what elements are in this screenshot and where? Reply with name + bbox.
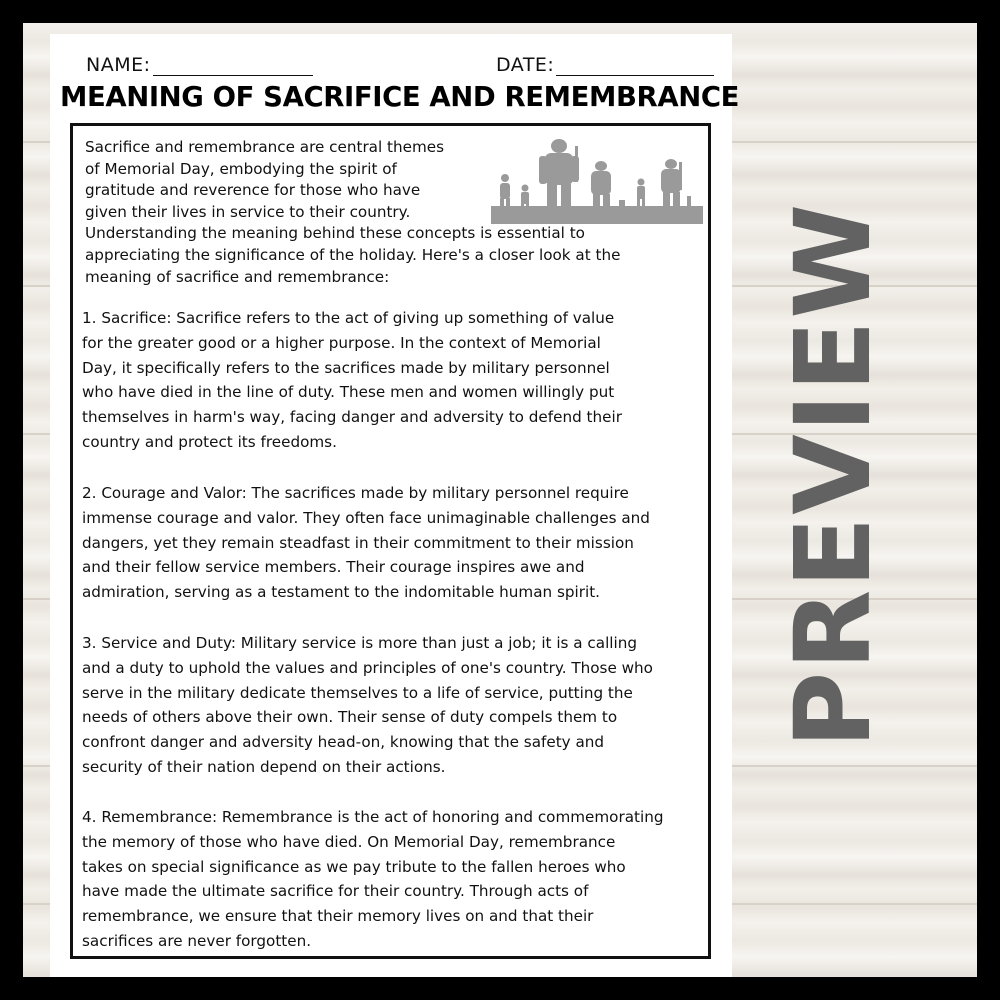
section-courage-and-valor [82, 481, 707, 605]
text-line: takes on special significance as we pay tribute to the fallen heroes who [82, 857, 626, 876]
preview-watermark-text: PREVIEW [772, 201, 894, 749]
section-service-and-duty [82, 631, 707, 780]
name-field [86, 54, 313, 76]
text-line: given their lives in service to their country. [85, 202, 411, 221]
section-remembrance [82, 805, 707, 954]
text-line: needs of others above their own. Their sense of duty compels them to [82, 708, 618, 727]
text-line: of Memorial Day, embodying the spirit of [85, 159, 397, 178]
text-line: immense courage and valor. They often face unimaginable challenges and [82, 508, 650, 527]
worksheet-page [50, 34, 739, 977]
text-line: security of their nation depend on their actions. [82, 757, 446, 776]
text-line: Day, it specifically refers to the sacrifices made by military personnel [82, 358, 610, 377]
text-line: for the greater good or a higher purpose. In the context of Memorial [82, 333, 601, 352]
text-line: 4. Remembrance: Remembrance is the act of honoring and commemorating [82, 808, 664, 826]
text-line: meaning of sacrifice and remembrance: [85, 267, 390, 286]
text-line: dangers, yet they remain steadfast in their commitment to their mission [82, 533, 634, 552]
text-line: 3. Service and Duty: Military service is more than just a job; it is a calling [82, 634, 638, 652]
reading-box [70, 123, 711, 959]
text-line: gratitude and reverence for those who have [85, 181, 421, 200]
text-line: sacrifices are never forgotten. [82, 931, 312, 950]
text-line: and their fellow service members. Their courage inspires awe and [82, 558, 585, 577]
text-line: country and protect its freedoms. [82, 432, 337, 451]
text-line: the memory of those who have died. On Memorial Day, remembrance [82, 832, 616, 851]
text-line: and a duty to uphold the values and principles of one's country. Those who [82, 658, 653, 677]
text-line: Understanding the meaning behind these concepts is essential to [85, 224, 585, 243]
preview-frame [23, 23, 977, 977]
text-line: themselves in harm's way, facing danger and adversity to defend their [82, 408, 622, 427]
text-line: confront danger and adversity head-on, knowing that the safety and [82, 733, 605, 752]
text-line: have made the ultimate sacrifice for their country. Through acts of [82, 882, 589, 901]
section-sacrifice [82, 306, 707, 455]
name-blank-line [153, 58, 313, 76]
text-line: 1. Sacrifice: Sacrifice refers to the act of giving up something of value [82, 309, 615, 327]
date-blank-line [556, 58, 714, 76]
text-line: 2. Courage and Valor: The sacrifices made by military personnel require [82, 484, 629, 502]
text-line: serve in the military dedicate themselves to a life of service, putting the [82, 683, 633, 702]
worksheet-title: MEANING OF SACRIFICE AND REMEMBRANCE [60, 81, 739, 113]
intro-paragraph [85, 137, 695, 288]
text-line: appreciating the significance of the holiday. Here's a closer look at the [85, 245, 621, 264]
text-line: who have died in the line of duty. These men and women willingly put [82, 383, 615, 402]
date-label: DATE: [496, 54, 555, 76]
text-line: Sacrifice and remembrance are central themes [85, 138, 445, 156]
name-label: NAME: [86, 54, 151, 76]
text-line: admiration, serving as a testament to the indomitable human spirit. [82, 583, 600, 602]
text-line: remembrance, we ensure that their memory lives on and that their [82, 907, 594, 926]
date-field [496, 54, 714, 76]
